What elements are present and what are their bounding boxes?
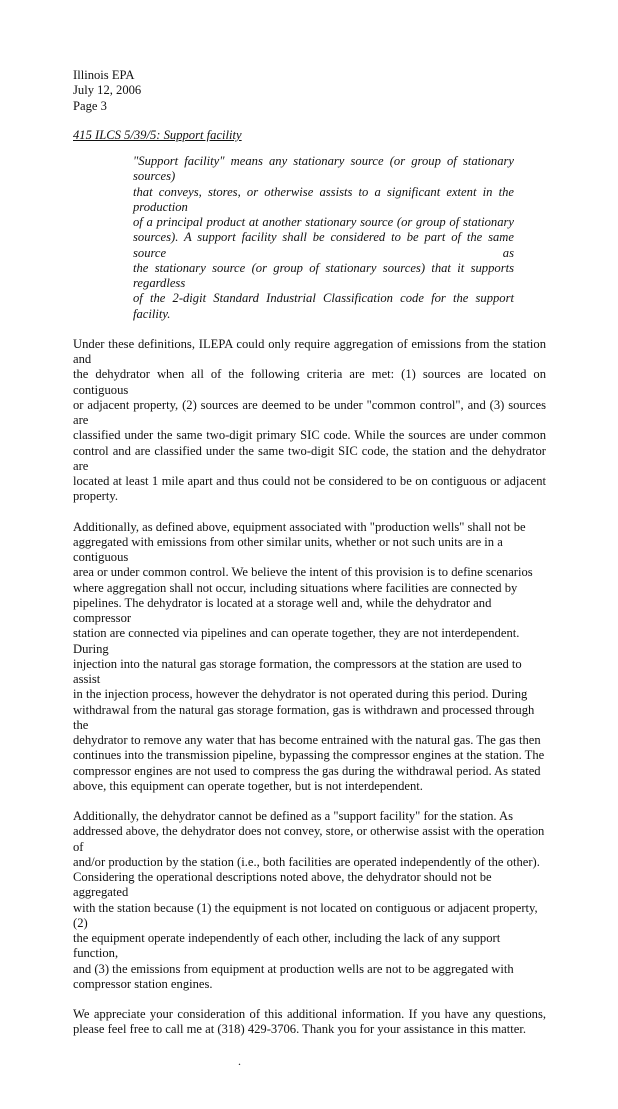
quote-line: the stationary source (or group of stationary sources) that it supports regardless <box>133 260 514 290</box>
paragraph-4 <box>73 1007 546 1038</box>
text-line: the dehydrator when all of the following criteria are met: (1) sources are located on contiguous <box>73 367 546 397</box>
stray-mark: . <box>238 1053 241 1068</box>
text-line: aggregated with emissions from other similar units, whether or not such units are in a contiguous <box>73 534 503 564</box>
text-line: compressor engines are not used to compress the gas during the withdrawal period. As stated <box>73 763 541 778</box>
quote-line: sources). A support facility shall be considered to be part of the same source as <box>133 230 514 260</box>
text-line: with the station because (1) the equipment is not located on contiguous or adjacent property, (2) <box>73 900 538 930</box>
text-line: continues into the transmission pipeline, bypassing the compressor engines at the station. The <box>73 748 545 763</box>
page-number: Page 3 <box>73 98 107 113</box>
quote-line: that conveys, stores, or otherwise assists to a significant extent in the production <box>133 184 514 214</box>
quoted-definition <box>133 154 514 322</box>
text-line: or adjacent property, (2) sources are deemed to be under "common control", and (3) sources are <box>73 397 546 427</box>
text-line: located at least 1 mile apart and thus could not be considered to be on contiguous or adjacent <box>73 474 546 488</box>
section-heading-block <box>73 128 546 143</box>
paragraph-2 <box>73 520 546 795</box>
text-line: dehydrator to remove any water that has become entrained with the natural gas. The gas then <box>73 733 541 747</box>
text-line: Considering the operational descriptions noted above, the dehydrator should not be aggregated <box>73 870 492 900</box>
text-line: injection into the natural gas storage formation, the compressors at the station are used to assist <box>73 656 522 686</box>
recipient: Illinois EPA <box>73 68 135 82</box>
text-line: Under these definitions, ILEPA could only require aggregation of emissions from the station and <box>73 336 546 366</box>
text-line: where aggregation shall not occur, including situations where facilities are connected by <box>73 580 518 595</box>
quote-line: "Support facility" means any stationary source (or group of stationary sources) <box>133 154 514 184</box>
text-line: station are connected via pipelines and can operate together, they are not interdependent. During <box>73 626 520 656</box>
quote-line: of a principal product at another stationary source (or group of stationary <box>133 215 514 229</box>
text-line: addressed above, the dehydrator does not convey, store, or otherwise assist with the operation of <box>73 824 545 854</box>
text-line: and (3) the emissions from equipment at production wells are not to be aggregated with <box>73 961 514 976</box>
text-line: pipelines. The dehydrator is located at a storage well and, while the dehydrator and compressor <box>73 595 492 625</box>
section-heading: 415 ILCS 5/39/5: Support facility <box>73 127 242 142</box>
text-line: compressor station engines. <box>73 976 213 991</box>
text-line: above, this equipment can operate together, but is not interdependent. <box>73 778 423 793</box>
quote-line: of the 2-digit Standard Industrial Classification code for the support facility. <box>133 291 514 321</box>
text-line: the equipment operate independently of each other, including the lack of any support function, <box>73 931 501 961</box>
text-line: and/or production by the station (i.e., both facilities are operated independently of the other). <box>73 854 540 869</box>
text-line: property. <box>73 489 118 504</box>
text-line: We appreciate your consideration of this additional information. If you have any questions, <box>73 1007 546 1021</box>
text-line: Additionally, as defined above, equipment associated with "production wells" shall not be <box>73 519 526 534</box>
text-line: area or under common control. We believe the intent of this provision is to define scenarios <box>73 565 533 580</box>
text-line: please feel free to call me at (318) 429-3706. Thank you for your assistance in this matter. <box>73 1022 526 1037</box>
date: July 12, 2006 <box>73 83 142 98</box>
text-line: withdrawal from the natural gas storage formation, gas is withdrawn and processed through the <box>73 702 535 732</box>
text-line: Additionally, the dehydrator cannot be defined as a "support facility" for the station. As <box>73 809 513 823</box>
text-line: control and are classified under the same two-digit SIC code, the station and the dehydrator are <box>73 443 546 473</box>
text-line: classified under the same two-digit primary SIC code. While the sources are under common <box>73 428 546 443</box>
paragraph-1 <box>73 337 546 505</box>
text-line: in the injection process, however the dehydrator is not operated during this period. During <box>73 687 528 702</box>
letter-header <box>73 68 546 114</box>
paragraph-3 <box>73 809 546 992</box>
